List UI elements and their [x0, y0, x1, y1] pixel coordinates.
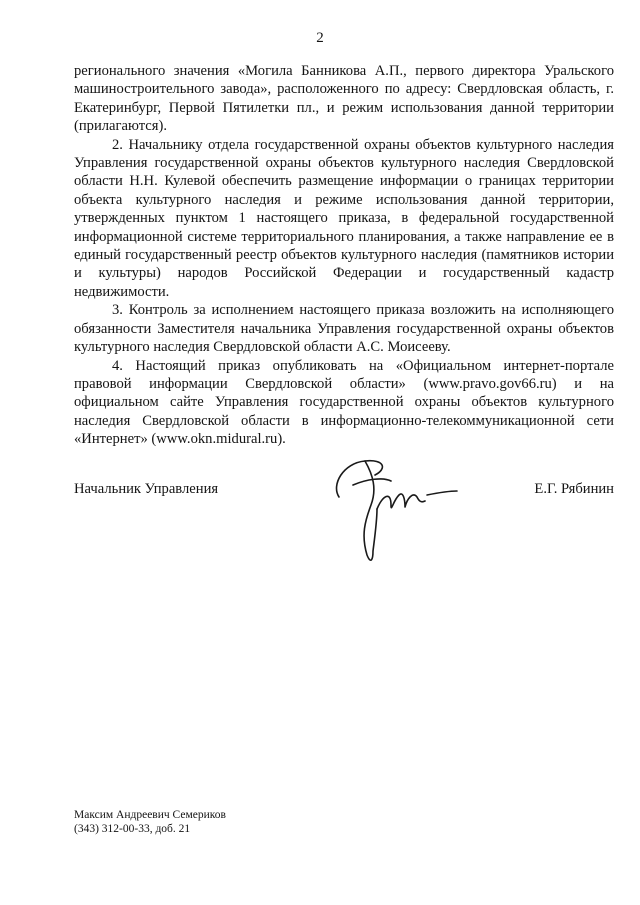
signer-name: Е.Г. Рябинин	[534, 481, 614, 497]
signer-title: Начальник Управления	[74, 481, 219, 497]
contact-phone: (343) 312-00-33, доб. 21	[74, 823, 191, 835]
document-body	[74, 62, 614, 449]
contact-person: Максим Андреевич Семериков	[74, 809, 226, 821]
page-number: 2	[316, 30, 324, 46]
contact-info	[74, 808, 226, 836]
paragraph-item-2: 2. Начальнику отдела государственной охраны объектов культурного наследия Управления государственной охраны объектов культурного наследия Свердловской области Н.Н. Кулевой обеспечить размещение информации о границах территории объекта культурного наследия и режиме использования данной территории, утвержденных пунктом 1 настоящего приказа, в федеральной государственной информационной системе территориального планирования, а также направление ее в единый государственный реестр объектов культурного наследия (памятников истории и культуры) народов Российской Федерации и государственный кадастр недвижимости.	[74, 136, 614, 300]
paragraph-item-4: 4. Настоящий приказ опубликовать на «Официальном интернет-портале правовой информации Свердловской области» (www.pravo.gov66.ru) и на официальном сайте Управления государственной охраны объектов культурного наследия Свердловской области в информационно-телекоммуникационной сети «Интернет» (www.okn.midural.ru).	[74, 357, 614, 448]
paragraph-continuation: регионального значения «Могила Банникова А.П., первого директора Уральского машиностроительного завода», расположенного по адресу: Свердловская область, г. Екатеринбург, Первой Пятилетки пл., и режим использования данной территории (прилагаются).	[74, 63, 614, 135]
paragraph-item-3: 3. Контроль за исполнением настоящего приказа возложить на исполняющего обязанности Заместителя начальника Управления государственной охраны объектов культурного наследия Свердловской области А.С. Моисееву.	[74, 302, 614, 356]
handwritten-signature	[325, 455, 465, 575]
